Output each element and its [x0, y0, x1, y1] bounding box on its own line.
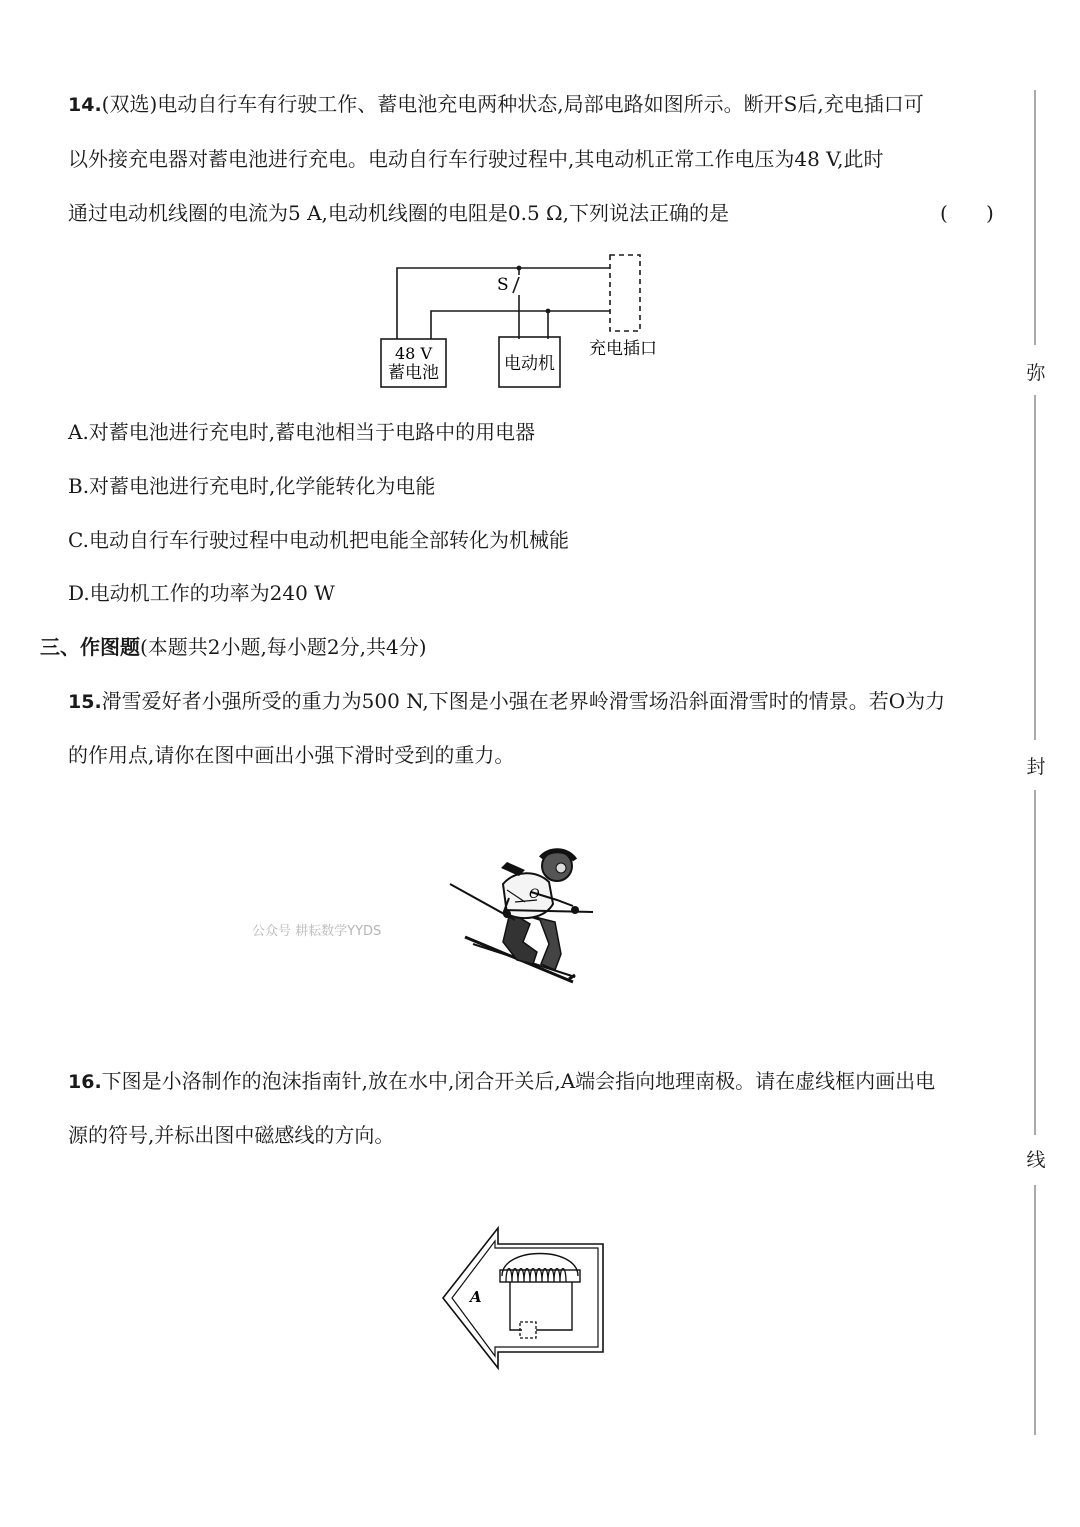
section-title: 三、作图题: [40, 635, 140, 659]
foam-compass-diagram: [440, 1226, 610, 1371]
section-note: (本题共2小题,每小题2分,共4分): [140, 635, 427, 659]
q14-line-2: 以外接充电器对蓄电池进行充电。电动自行车行驶过程中,其电动机正常工作电压为48 V,此时: [68, 147, 884, 171]
battery-voltage-label: 48 V: [395, 344, 432, 363]
q16-stem-1: 下图是小洛制作的泡沫指南针,放在水中,闭合开关后,A端会指向地理南极。请在虚线框内画出电: [101, 1069, 936, 1093]
charging-port-label: 充电插口: [589, 339, 657, 359]
q14-stem-1: (双选)电动自行车有行驶工作、蓄电池充电两种状态,局部电路如图所示。断开S后,充电插口可: [101, 92, 924, 116]
switch-label: S: [497, 275, 509, 295]
q15-line-2: 的作用点,请你在图中画出小强下滑时受到的重力。: [68, 743, 515, 767]
section-heading: [40, 635, 427, 659]
force-point-label: O: [529, 887, 540, 902]
junction-dot: [517, 266, 522, 271]
margin-char-mi: 弥: [1026, 362, 1046, 384]
q15-stem-1: 滑雪爱好者小强所受的重力为500 N,下图是小强在老界岭滑雪场沿斜面滑雪时的情景。若O为力: [101, 689, 946, 713]
q16-line-2: 源的符号,并标出图中磁感线的方向。: [68, 1123, 395, 1147]
q14-option-a: A.对蓄电池进行充电时,蓄电池相当于电路中的用电器: [68, 420, 536, 444]
q16-line-1: [68, 1069, 935, 1094]
watermark: 公众号 耕耘数学YYDS: [252, 924, 382, 939]
q14-option-d: D.电动机工作的功率为240 W: [68, 581, 335, 605]
q14-answer-paren: ( ): [940, 201, 994, 225]
margin-char-feng: 封: [1026, 756, 1046, 778]
q14-option-b: B.对蓄电池进行充电时,化学能转化为电能: [68, 474, 436, 498]
junction-dot: [546, 309, 551, 314]
q14-number: 14.: [68, 94, 102, 116]
q16-number: 16.: [68, 1071, 102, 1093]
q14-option-c: C.电动自行车行驶过程中电动机把电能全部转化为机械能: [68, 528, 569, 552]
end-a-label: A: [470, 1288, 482, 1306]
battery-label: 蓄电池: [388, 363, 439, 383]
q14-line-3: 通过电动机线圈的电流为5 A,电动机线圈的电阻是0.5 Ω,下列说法正确的是: [68, 201, 729, 225]
q15-number: 15.: [68, 691, 102, 713]
skier-illustration: [445, 842, 605, 992]
q15-line-1: [68, 689, 945, 714]
motor-label: 电动机: [504, 354, 555, 374]
q14-circuit-diagram: [370, 245, 690, 395]
margin-char-xian: 线: [1026, 1149, 1046, 1171]
binding-margin-line: [1033, 90, 1039, 1520]
q14-line-1: [68, 92, 924, 117]
